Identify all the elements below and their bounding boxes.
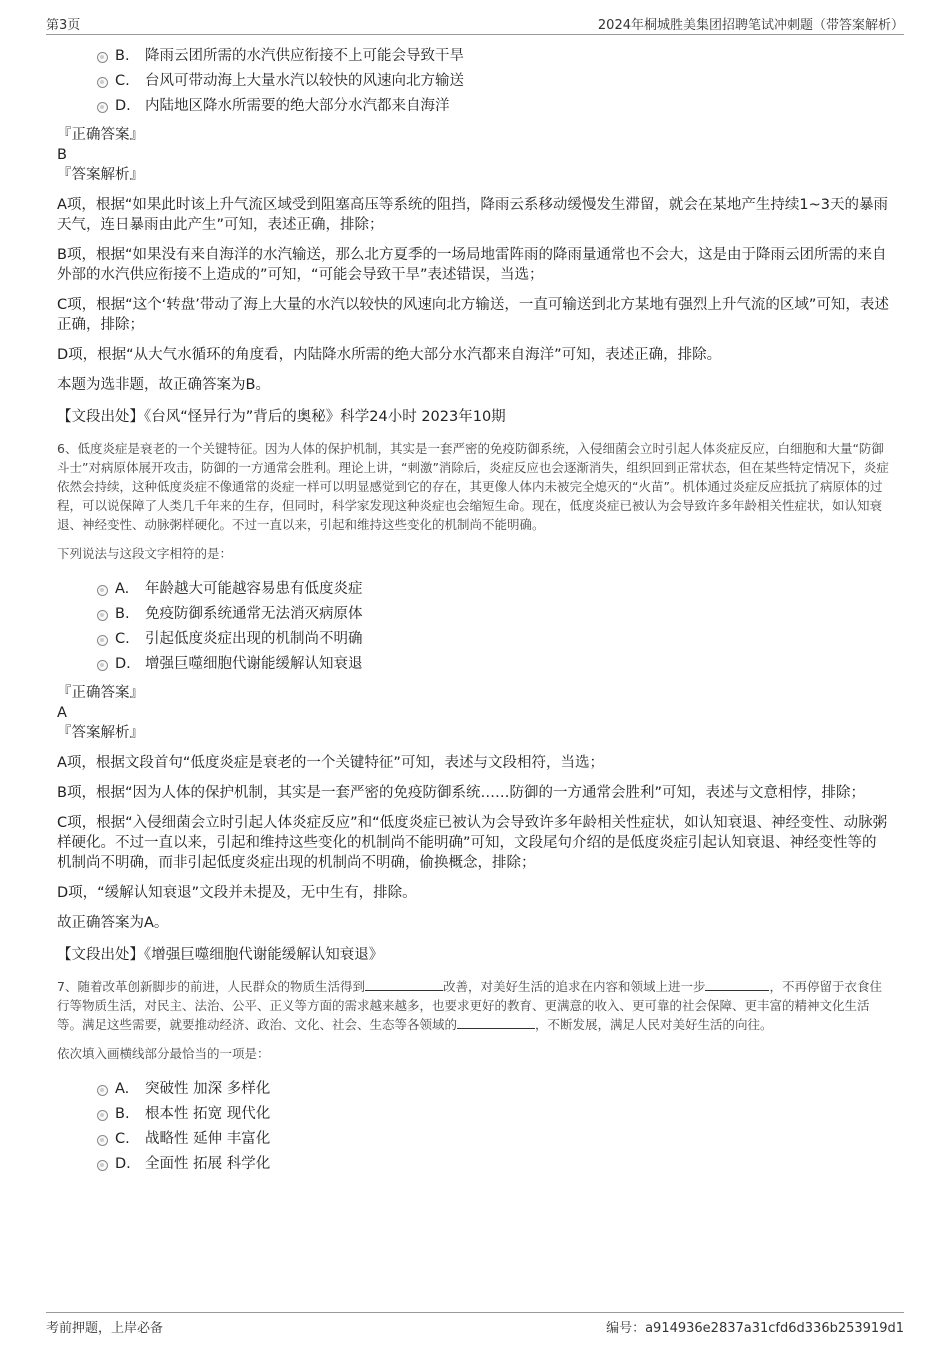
option-a[interactable] (57, 577, 889, 602)
option-letter: A. (115, 1081, 130, 1097)
radio-icon[interactable] (97, 52, 108, 63)
analysis-item: D项，根据“从大气水循环的角度看，内陆降水所需的绝大部分水汽都来自海洋”可知，表述正确，排除。 (57, 347, 722, 363)
analysis-label: 『答案解析』 (57, 167, 144, 183)
answer-label: 『正确答案』 (57, 127, 144, 143)
fill-blank (457, 1016, 535, 1029)
option-c[interactable] (57, 1127, 889, 1152)
option-text: 根本性 拓宽 现代化 (145, 1106, 271, 1122)
analysis-item: D项，“缓解认知衰退”文段并未提及，无中生有，排除。 (57, 885, 417, 901)
radio-icon[interactable] (97, 635, 108, 646)
analysis-item: B项，根据“因为人体的保护机制，其实是一套严密的免疫防御系统……防御的一方通常会胜利”可知，表述与文意相悖，排除； (57, 785, 865, 801)
analysis-conclusion: 本题为选非题，故正确答案为B。 (57, 377, 270, 393)
option-letter: D. (115, 1156, 131, 1172)
analysis-label: 『答案解析』 (57, 725, 144, 741)
option-c[interactable] (57, 627, 889, 652)
footer-slogan: 考前押题，上岸必备 (46, 1321, 164, 1336)
correct-answer: A (57, 705, 67, 721)
correct-answer: B (57, 147, 67, 163)
option-text: 免疫防御系统通常无法消灭病原体 (145, 606, 363, 622)
analysis-item: B项，根据“如果没有来自海洋的水汽输送，那么北方夏季的一场局地雷阵雨的降雨量通常也不会大，这是由于降雨云团所需的来自外部的水汽供应衔接不上造成的”可知，“可能会导致干旱”表述错误，当选； (57, 247, 887, 283)
page-header (46, 8, 904, 35)
radio-icon[interactable] (97, 77, 108, 88)
analysis-conclusion: 故正确答案为A。 (57, 915, 169, 931)
radio-icon[interactable] (97, 102, 108, 113)
option-letter: B. (115, 1106, 130, 1122)
question-passage (57, 977, 889, 1034)
option-text: 全面性 拓展 科学化 (145, 1156, 271, 1172)
q5-options (57, 44, 889, 119)
document-code: 编号：a914936e2837a31cfd6d336b253919d1 (606, 1321, 904, 1336)
radio-icon[interactable] (97, 610, 108, 621)
option-letter: C. (115, 1131, 130, 1147)
option-text: 增强巨噬细胞代谢能缓解认知衰退 (145, 656, 363, 672)
analysis-item: A项，根据“如果此时该上升气流区域受到阻塞高压等系统的阻挡，降雨云系移动缓慢发生滞留，就会在某地产生持续1~3天的暴雨天气，连日暴雨由此产生”可知，表述正确，排除； (57, 197, 889, 233)
option-text: 突破性 加深 多样化 (145, 1081, 271, 1097)
q6-options (57, 577, 889, 677)
answer-label: 『正确答案』 (57, 685, 144, 701)
option-text: 内陆地区降水所需要的绝大部分水汽都来自海洋 (145, 98, 450, 114)
option-letter: A. (115, 581, 130, 597)
option-d[interactable] (57, 94, 889, 119)
analysis-item: C项，根据“这个‘转盘’带动了海上大量的水汽以较快的风速向北方输送，一直可输送到北方某地有强烈上升气流的区域”可知，表述正确，排除； (57, 297, 889, 333)
option-letter: C. (115, 73, 130, 89)
passage-part: 7、随着改革创新脚步的前进，人民群众的物质生活得到 (57, 979, 365, 994)
option-text: 战略性 延伸 丰富化 (145, 1131, 271, 1147)
q7-options (57, 1077, 889, 1177)
radio-icon[interactable] (97, 1160, 108, 1171)
option-b[interactable] (57, 1102, 889, 1127)
analysis-item: A项，根据文段首句“低度炎症是衰老的一个关键特征”可知，表述与文段相符，当选； (57, 755, 604, 771)
option-a[interactable] (57, 1077, 889, 1102)
option-text: 台风可带动海上大量水汽以较快的风速向北方输送 (145, 73, 464, 89)
fill-blank (365, 978, 443, 991)
option-letter: D. (115, 98, 131, 114)
radio-icon[interactable] (97, 1135, 108, 1146)
source-citation: 【文段出处】《增强巨噬细胞代谢能缓解认知衰退》 (57, 947, 384, 963)
option-letter: B. (115, 606, 130, 622)
option-letter: C. (115, 631, 130, 647)
question-prompt: 下列说法与这段文字相符的是： (57, 546, 233, 561)
radio-icon[interactable] (97, 660, 108, 671)
question-passage: 6、低度炎症是衰老的一个关键特征。因为人体的保护机制，其实是一套严密的免疫防御系统，入侵细菌会立时引起人体炎症反应，白细胞和大量“防御斗士”对病原体展开攻击，防御的一方通常会胜利。理论上讲，“刺激”消除后，炎症反应也会逐渐消失，组织回到正常状态，但在某些特定情况下，炎症依然会持续，这种低度炎症不像通常的炎症一样可以明显感觉到它的存在，其更像人体内未被完全熄灭的“火苗”。机体通过炎症反应抵抗了病原体的过程，可以说保障了人类几千年来的生存，但同时，科学家发现这种炎症也会缩短生命。现在，低度炎症已被认为会导致许多年龄相关性症状，如认知衰退、神经变性、动脉粥样硬化。不过一直以来，引起和维持这些变化的机制尚不能明确。 (57, 441, 889, 532)
document-title: 2024年桐城胜美集团招聘笔试冲刺题（带答案解析） (597, 18, 904, 33)
option-d[interactable] (57, 1152, 889, 1177)
passage-part: ，不再停留于衣食住行等物质生活，对民主、法治、公平、正义等方面的需求越来越多，也要求更好的教育、更满意的收入、更可靠的社会保障、更丰富的精神文化生活等。满足这些需要，就要推动经济、政治、文化、社会、生态等各领域的 (57, 979, 882, 1032)
option-letter: B. (115, 48, 130, 64)
option-b[interactable] (57, 602, 889, 627)
option-text: 引起低度炎症出现的机制尚不明确 (145, 631, 363, 647)
fill-blank (705, 978, 769, 991)
option-c[interactable] (57, 69, 889, 94)
page-number: 第3页 (46, 18, 81, 33)
source-citation: 【文段出处】《台风“怪异行为”背后的奥秘》科学24小时 2023年10期 (57, 409, 506, 425)
page-content (57, 44, 889, 1177)
analysis-item: C项，根据“入侵细菌会立时引起人体炎症反应”和“低度炎症已被认为会导致许多年龄相关性症状，如认知衰退、神经变性、动脉粥样硬化。不过一直以来，引起和维持这些变化的机制尚不能明确”可知，文段尾句介绍的是低度炎症引起认知衰退、神经变性等的机制尚不明确，而非引起低度炎症出现的机制尚不明确，偷换概念，排除； (57, 815, 888, 871)
question-prompt: 依次填入画横线部分最恰当的一项是： (57, 1046, 270, 1061)
passage-part: 改善，对美好生活的追求在内容和领域上进一步 (442, 979, 706, 994)
radio-icon[interactable] (97, 1085, 108, 1096)
page-footer (46, 1312, 904, 1339)
option-letter: D. (115, 656, 131, 672)
radio-icon[interactable] (97, 585, 108, 596)
option-b[interactable] (57, 44, 889, 69)
passage-part: ，不断发展，满足人民对美好生活的向往。 (535, 1017, 773, 1032)
option-d[interactable] (57, 652, 889, 677)
radio-icon[interactable] (97, 1110, 108, 1121)
option-text: 降雨云团所需的水汽供应衔接不上可能会导致干旱 (145, 48, 464, 64)
option-text: 年龄越大可能越容易患有低度炎症 (145, 581, 363, 597)
